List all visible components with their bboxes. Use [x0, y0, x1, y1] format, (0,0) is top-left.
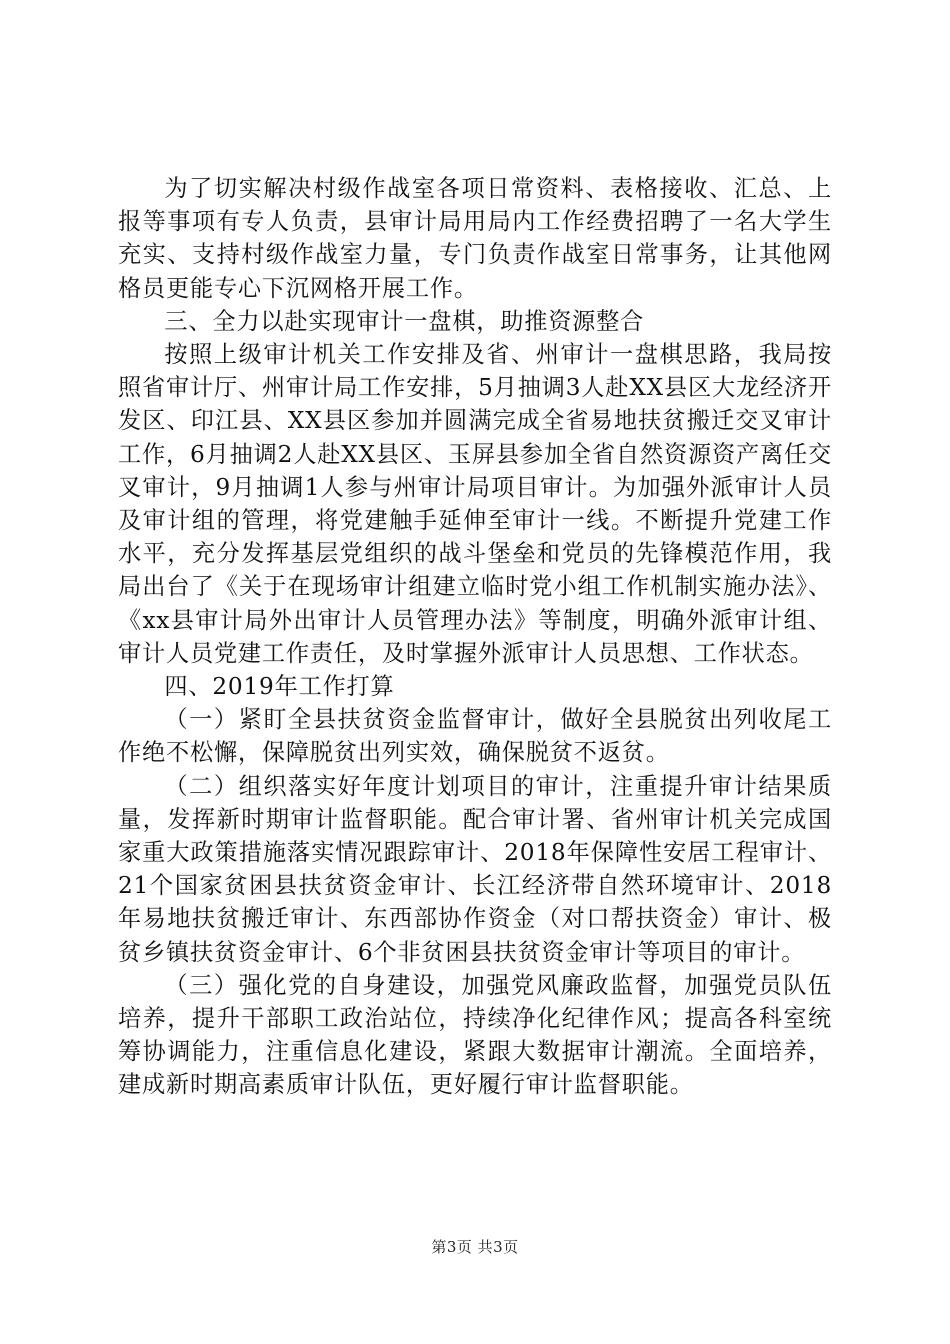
paragraph-staffing: 为了切实解决村级作战室各项日常资料、表格接收、汇总、上报等事项有专人负责，县审计局用局内工作经费招聘了一名大学生充实、支持村级作战室力量，专门负责作战室日常事务，让其他网格员更能专心下沉网格开展工作。 — [118, 175, 832, 302]
document-body — [118, 172, 832, 1102]
paragraph-plan-2: （二）组织落实好年度计划项目的审计，注重提升审计结果质量，发挥新时期审计监督职能。配合审计署、省州审计机关完成国家重大政策措施落实情况跟踪审计、2018年保障性安居工程审计、21个国家贫困县扶贫资金审计、长江经济带自然环境审计、2018年易地扶贫搬迁审计、东西部协作资金（对口帮扶资金）审计、极贫乡镇扶贫资金审计、6个非贫困县扶贫资金审计等项目的审计。 — [118, 772, 832, 966]
paragraph-plan-3: （三）强化党的自身建设，加强党风廉政监督，加强党员队伍培养，提升干部职工政治站位，持续净化纪律作风；提高各科室统筹协调能力，注重信息化建设，紧跟大数据审计潮流。全面培养，建成新时期高素质审计队伍，更好履行审计监督职能。 — [118, 971, 832, 1099]
section-heading-4: 四、2019年工作打算 — [164, 673, 395, 701]
paragraph-audit-coordination: 按照上级审计机关工作安排及省、州审计一盘棋思路，我局按照省审计厅、州审计局工作安排，5月抽调3人赴XX县区大龙经济开发区、印江县、XX县区参加并圆满完成全省易地扶贫搬迁交叉审计工作，6月抽调2人赴XX县区、玉屏县参加全省自然资源资产离任交叉审计，9月抽调1人参与州审计局项目审计。为加强外派审计人员及审计组的管理，将党建触手延伸至审计一线。不断提升党建工作水平，充分发挥基层党组织的战斗堡垒和党员的先锋模范作用，我局出台了《关于在现场审计组建立临时党小组工作机制实施办法》、《xx县审计局外出审计人员管理办法》等制度，明确外派审计组、审计人员党建工作责任，及时掌握外派审计人员思想、工作状态。 — [118, 341, 832, 667]
section-heading-3: 三、全力以赴实现审计一盘棋，助推资源整合 — [164, 307, 645, 335]
page-footer: 第3页 共3页 — [431, 1238, 519, 1256]
paragraph-plan-1: （一）紧盯全县扶贫资金监督审计，做好全县脱贫出列收尾工作绝不松懈，保障脱贫出列实效，确保脱贫不返贫。 — [118, 706, 832, 767]
